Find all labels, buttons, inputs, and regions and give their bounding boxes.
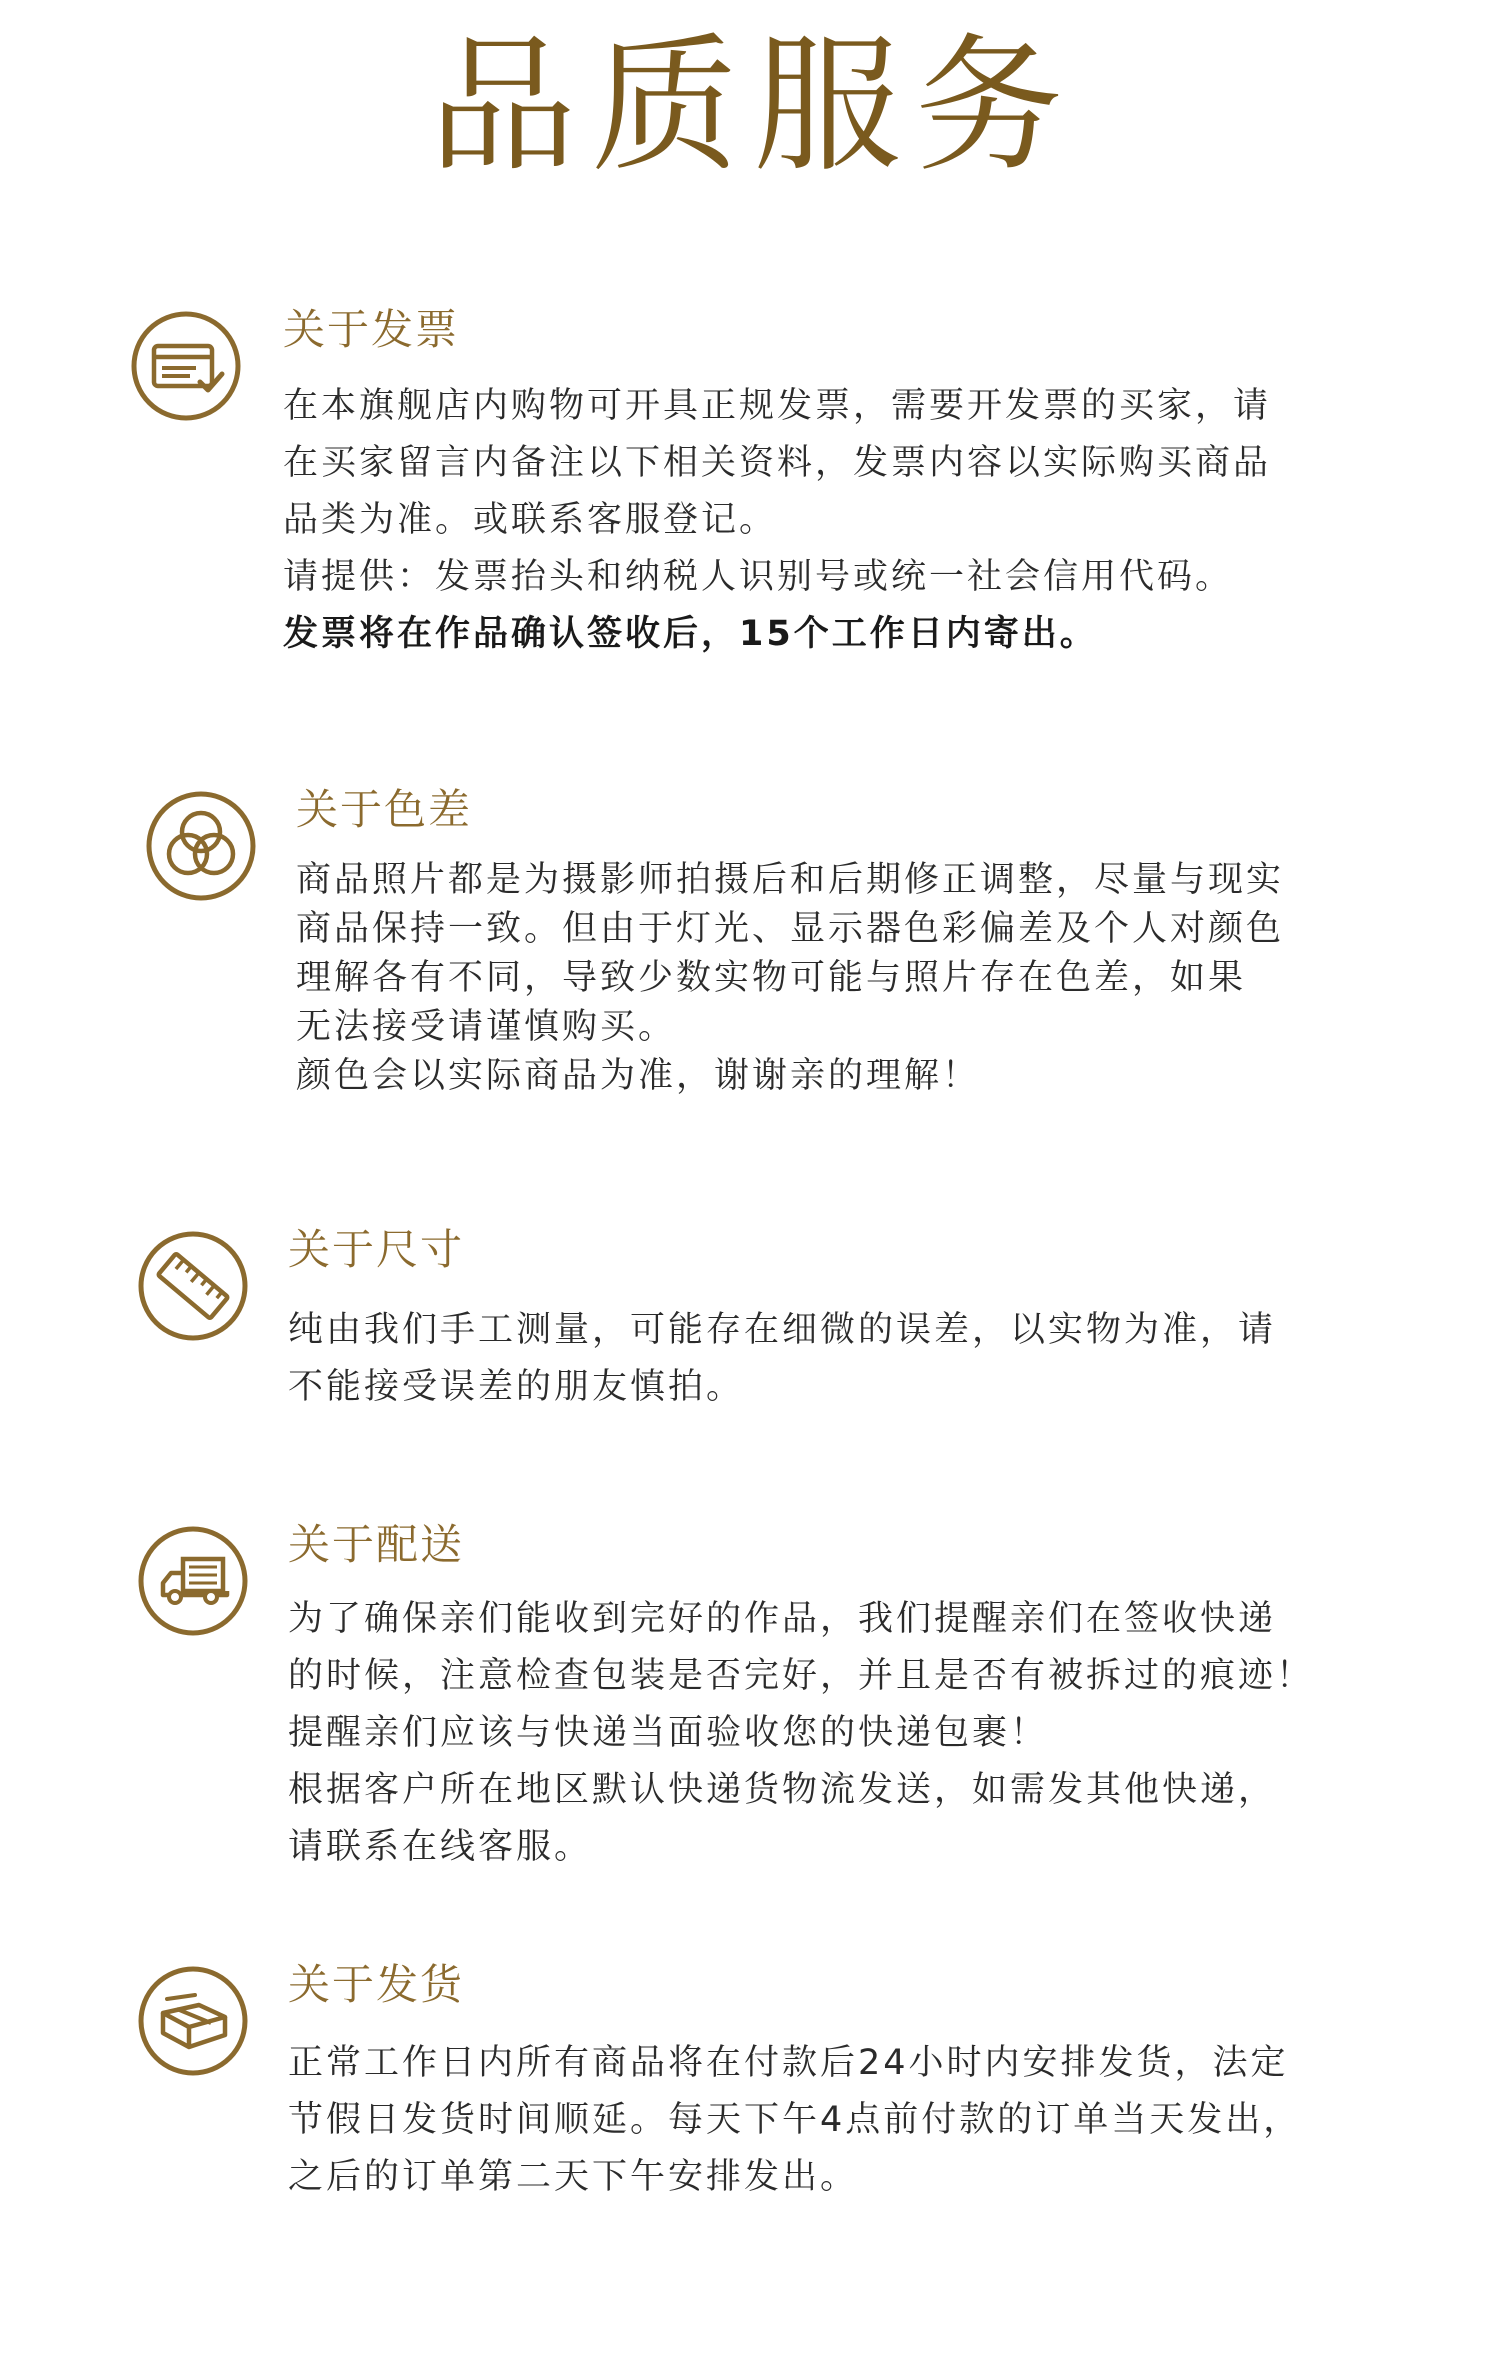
section-title: 关于发票	[283, 305, 460, 354]
body-line: 颜色会以实际商品为准，谢谢亲的理解！	[296, 1056, 981, 1096]
body-line: 商品保持一致。但由于灯光、显示器色彩偏差及个人对颜色	[296, 909, 1285, 949]
body-line: 在买家留言内备注以下相关资料，发票内容以实际购买商品	[283, 443, 1272, 483]
body-line: 理解各有不同，导致少数实物可能与照片存在色差，如果	[296, 958, 1247, 998]
body-line: 之后的订单第二天下午安排发出。	[288, 2157, 859, 2197]
section-title: 关于发货	[288, 1960, 465, 2009]
body-line-bold: 发票将在作品确认签收后，15个工作日内寄出。	[283, 614, 1098, 654]
body-line: 请联系在线客服。	[288, 1827, 593, 1867]
section-body	[283, 378, 1423, 663]
body-line: 根据客户所在地区默认快递货物流发送，如需发其他快递，	[288, 1770, 1277, 1810]
color-circles-icon	[145, 790, 257, 902]
package-box-icon	[137, 1965, 249, 2077]
body-line: 节假日发货时间顺延。每天下午4点前付款的订单当天发出，	[288, 2100, 1302, 2140]
section-title: 关于色差	[296, 785, 473, 834]
ruler-icon	[137, 1230, 249, 1342]
body-line: 纯由我们手工测量，可能存在细微的误差，以实物为准，请	[288, 1310, 1277, 1350]
body-line: 品类为准。或联系客服登记。	[283, 500, 778, 540]
section-body	[288, 1591, 1428, 1876]
body-line: 的时候，注意检查包装是否完好，并且是否有被拆过的痕迹！	[288, 1656, 1315, 1696]
section-body	[288, 2035, 1428, 2206]
section-body	[288, 1302, 1428, 1416]
body-line: 商品照片都是为摄影师拍摄后和后期修正调整，尽量与现实	[296, 860, 1285, 900]
page-title: 品质服务	[429, 20, 1077, 192]
body-line: 为了确保亲们能收到完好的作品，我们提醒亲们在签收快递	[288, 1599, 1277, 1639]
invoice-card-icon	[130, 310, 242, 422]
body-line: 提醒亲们应该与快递当面验收您的快递包裹！	[288, 1713, 1049, 1753]
section-body	[296, 856, 1436, 1101]
body-line: 正常工作日内所有商品将在付款后24小时内安排发货，法定	[288, 2043, 1289, 2083]
body-line: 不能接受误差的朋友慎拍。	[288, 1367, 745, 1407]
section-title: 关于配送	[288, 1520, 465, 1569]
body-line: 请提供：发票抬头和纳税人识别号或统一社会信用代码。	[283, 557, 1234, 597]
body-line: 无法接受请谨慎购买。	[296, 1007, 677, 1047]
section-title: 关于尺寸	[288, 1225, 465, 1274]
body-line: 在本旗舰店内购物可开具正规发票，需要开发票的买家，请	[283, 386, 1272, 426]
delivery-truck-icon	[137, 1525, 249, 1637]
